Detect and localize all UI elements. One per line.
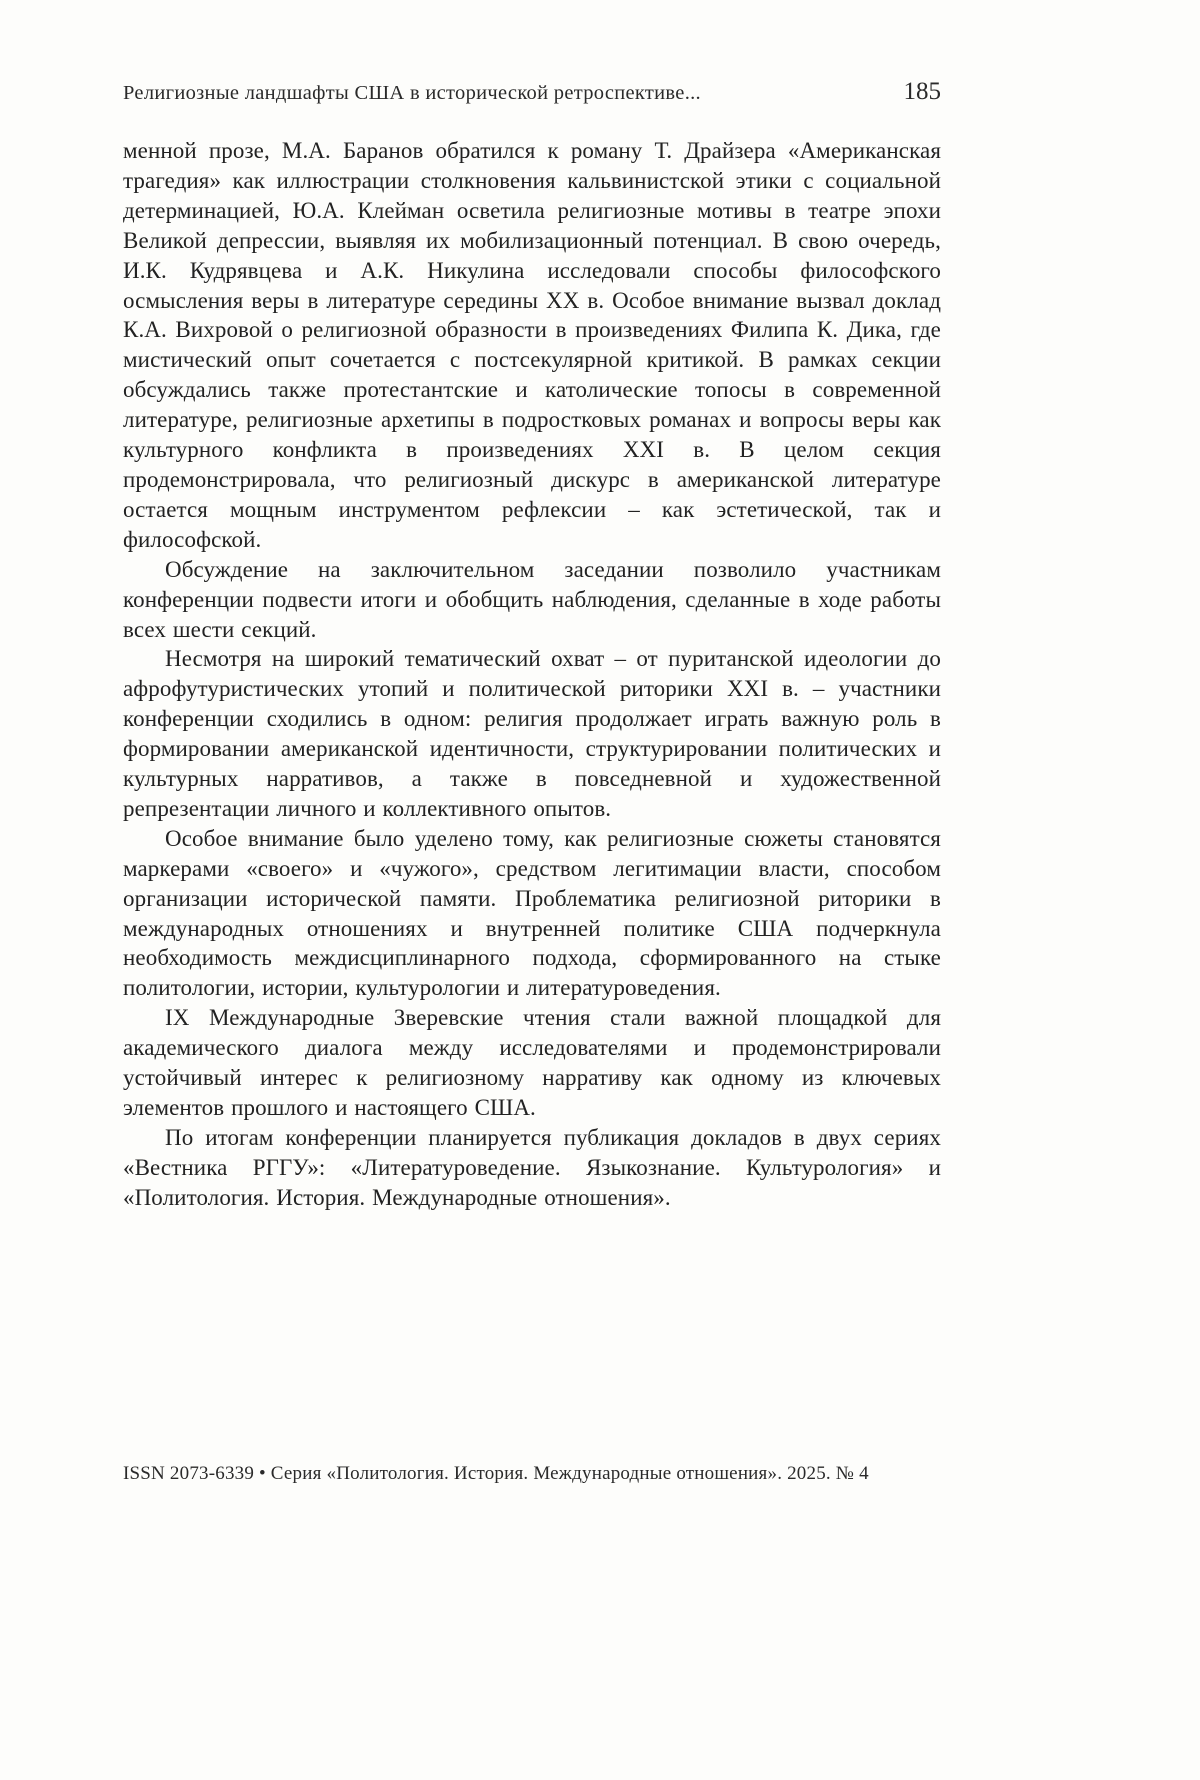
- paragraph: Обсуждение на заключительном заседании позволило участникам конференции подвести итоги и обобщить наблюдения, сделанные в ходе работы всех шести секций.: [123, 556, 941, 642]
- page-footer: ISSN 2073-6339 • Серия «Политология. История. Международные отношения». 2025. № 4: [123, 1463, 869, 1484]
- paragraph: менной прозе, М.А. Баранов обратился к роману Т. Драйзера «Американская трагедия» как иллюстрации столкновения кальвинистской этики с социальной детерминацией, Ю.А. Клейман осветила религиозные мотивы в театре эпохи Великой депрессии, выявляя их мобилизационный потенциал. В свою очередь, И.К. Кудрявцева и А.К. Никулина исследовали способы философского осмысления веры в литературе середины XX в. Особое внимание вызвал доклад К.А. Вихровой о религиозной образности в произведениях Филипа К. Дика, где мистический опыт сочетается с постсекулярной критикой. В рамках секции обсуждались также протестантские и католические топосы в современной литературе, религиозные архетипы в подростковых романах и вопросы веры как культурного конфликта в произведениях XXI в. В целом секция продемонстрировала, что религиозный дискурс в американской литературе остается мощным инструментом рефлексии – как эстетической, так и философской.: [123, 138, 941, 552]
- paragraph: Несмотря на широкий тематический охват – от пуританской идеологии до афрофутуристических утопий и политической риторики XXI в. – участники конференции сходились в одном: религия продолжает играть важную роль в формировании американской идентичности, структурировании политических и культурных нарративов, а также в повседневной и художественной репрезентации личного и коллективного опытов.: [123, 646, 941, 821]
- paragraph: Особое внимание было уделено тому, как религиозные сюжеты становятся маркерами «своего» и «чужого», средством легитимации власти, способом организации исторической памяти. Проблематика религиозной риторики в международных отношениях и внутренней политике США подчеркнула необходимость междисциплинарного подхода, сформированного на стыке политологии, истории, культурологии и литературоведения.: [123, 825, 941, 1001]
- paragraph: IX Международные Зверевские чтения стали важной площадкой для академического диалога между исследователями и продемонстрировали устойчивый интерес к религиозному нарративу как одному из ключевых элементов прошлого и настоящего США.: [123, 1005, 941, 1120]
- paragraph: По итогам конференции планируется публикация докладов в двух сериях «Вестника РГГУ»: «Литературоведение. Языкознание. Культурология» и «Политология. История. Международные отношения».: [123, 1124, 941, 1210]
- page-number: 185: [903, 78, 941, 105]
- body-text: [123, 136, 941, 1213]
- running-title: Религиозные ландшафты США в исторической ретроспективе...: [123, 82, 701, 104]
- page-header: [123, 78, 941, 106]
